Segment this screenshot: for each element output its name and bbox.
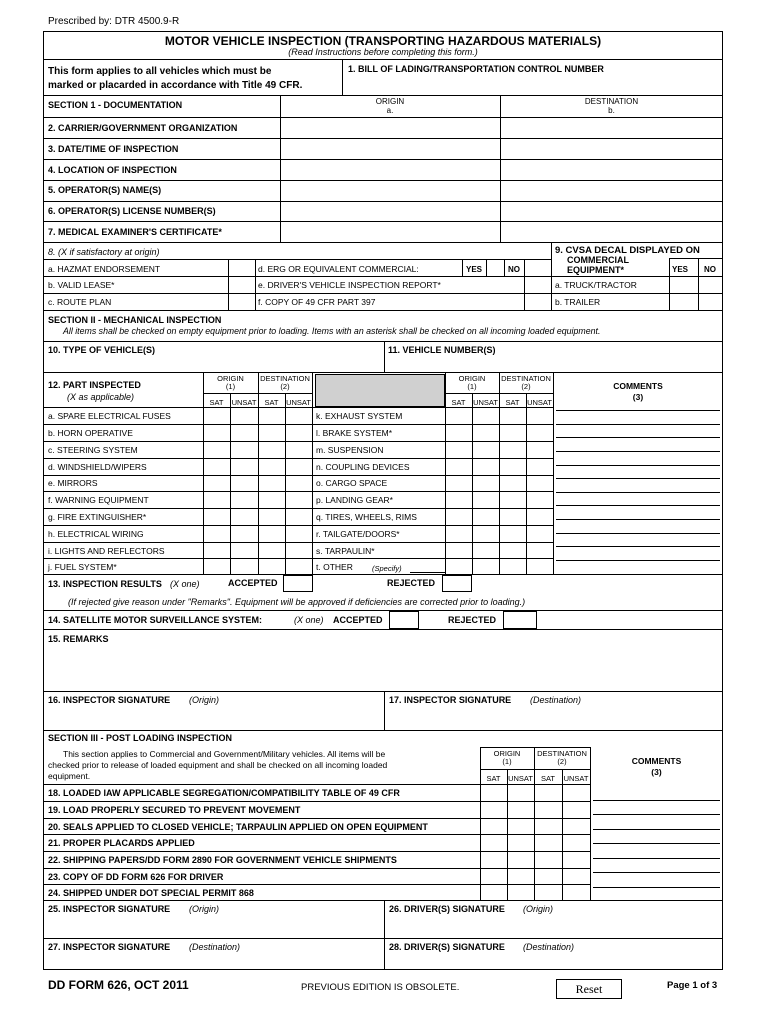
item-9-line-3: EQUIPMENT* — [567, 265, 625, 275]
item-8b-label: b. VALID LEASE* — [48, 280, 115, 290]
comments-header: COMMENTS — [613, 381, 663, 391]
item-8d-yes: YES — [466, 265, 483, 274]
item-8a-check[interactable] — [229, 260, 254, 276]
item-28-note: (Destination) — [523, 942, 575, 952]
part-l: l. BRAKE SYSTEM* — [316, 428, 393, 438]
carrier-origin-field[interactable] — [281, 118, 499, 138]
item-17-label: 17. INSPECTOR SIGNATURE — [389, 695, 512, 705]
applies-line-1: This form applies to all vehicles which must be — [48, 66, 272, 77]
license-origin-field[interactable] — [281, 202, 499, 222]
part-n: n. COUPLING DEVICES — [316, 462, 410, 472]
item-8d-no-check[interactable] — [525, 260, 550, 276]
sat-2: SAT — [264, 398, 279, 407]
s3-destination-num: (2) — [557, 757, 567, 766]
part-s: s. TARPAULIN* — [316, 546, 375, 556]
part-b: b. HORN OPERATIVE — [48, 428, 133, 438]
driver-origin-signature[interactable] — [385, 915, 722, 937]
section-3-note-3: equipment. — [48, 771, 91, 781]
item-17-note: (Destination) — [530, 695, 582, 705]
item-16-label: 16. INSPECTOR SIGNATURE — [48, 695, 171, 705]
item-15-label: 15. REMARKS — [48, 634, 109, 644]
inspector-origin-signature[interactable] — [44, 706, 383, 730]
item-26-note: (Origin) — [523, 904, 554, 914]
row-operator-name: 5. OPERATOR(S) NAME(S) — [48, 185, 162, 195]
item-9-no-header: NO — [704, 265, 716, 274]
item-9-line-2: COMMERCIAL — [567, 255, 629, 265]
unsat-1: UNSAT — [231, 398, 257, 407]
item-14-accepted-box[interactable] — [389, 611, 419, 629]
date-origin-field[interactable] — [281, 139, 499, 159]
item-14-x-one: (X one) — [294, 615, 324, 625]
s3-unsat-2: UNSAT — [563, 774, 589, 783]
parts-comments-field[interactable] — [556, 408, 720, 574]
origin-col-header-r: ORIGIN — [458, 374, 486, 383]
shaded-header-block — [315, 374, 445, 407]
row-carrier: 2. CARRIER/GOVERNMENT ORGANIZATION — [48, 123, 238, 133]
row-license: 6. OPERATOR(S) LICENSE NUMBER(S) — [48, 206, 216, 216]
item-8e-label: e. DRIVER'S VEHICLE INSPECTION REPORT* — [258, 280, 441, 290]
s3-destination-header: DESTINATION — [537, 749, 587, 758]
item-25-note: (Origin) — [189, 904, 220, 914]
part-r: r. TAILGATE/DOORS* — [316, 529, 400, 539]
item-13-accepted-box[interactable] — [283, 575, 313, 592]
item-12-label: 12. PART INSPECTED — [48, 380, 141, 390]
item-9a-no-check[interactable] — [699, 277, 722, 293]
part-m: m. SUSPENSION — [316, 445, 384, 455]
item-11-label: 11. VEHICLE NUMBER(S) — [388, 345, 496, 355]
destination-b: b. — [608, 106, 615, 115]
s3-origin-num: (1) — [502, 757, 512, 766]
item-8e-check[interactable] — [525, 277, 550, 293]
part-o: o. CARGO SPACE — [316, 478, 388, 488]
s3-comments-header: COMMENTS — [631, 756, 682, 766]
item-27-note: (Destination) — [189, 942, 241, 952]
item-8-label: 8. (X if satisfactory at origin) — [48, 247, 160, 257]
form-title: MOTOR VEHICLE INSPECTION (TRANSPORTING HAZARDOUS MATERIALS) — [164, 34, 602, 48]
inspector-destination-signature-2[interactable] — [44, 953, 383, 969]
part-g: g. FIRE EXTINGUISHER* — [48, 512, 147, 522]
item-12-note: (X as applicable) — [67, 392, 135, 402]
obsolete-note: PREVIOUS EDITION IS OBSOLETE. — [301, 982, 460, 993]
origin-col-num: (1) — [225, 382, 236, 391]
item-14-accepted: ACCEPTED — [333, 615, 383, 625]
item-20: 20. SEALS APPLIED TO CLOSED VEHICLE; TARPAULIN APPLIED ON OPEN EQUIPMENT — [48, 822, 428, 832]
unsat-4: UNSAT — [527, 398, 552, 407]
item-23: 23. COPY OF DD FORM 626 FOR DRIVER — [48, 872, 224, 882]
item-8d-label: d. ERG OR EQUIVALENT COMMERCIAL: — [258, 264, 419, 274]
section-2-heading: SECTION II - MECHANICAL INSPECTION — [48, 315, 222, 325]
item-9a-yes-check[interactable] — [670, 277, 697, 293]
destination-header: DESTINATION — [584, 97, 639, 106]
item-8f-label: f. COPY OF 49 CFR PART 397 — [258, 297, 376, 307]
item-9b-no-check[interactable] — [699, 294, 722, 309]
s3-unsat-1: UNSAT — [508, 774, 533, 783]
s3-origin-header: ORIGIN — [493, 749, 521, 758]
part-a: a. SPARE ELECTRICAL FUSES — [48, 411, 171, 421]
item-9a-label: a. TRUCK/TRACTOR — [555, 280, 637, 290]
part-i: i. LIGHTS AND REFLECTORS — [48, 546, 165, 556]
operator-destination-field[interactable] — [501, 181, 722, 201]
part-f: f. WARNING EQUIPMENT — [48, 495, 149, 505]
item-8d-no: NO — [508, 265, 520, 274]
prescribed-by: Prescribed by: DTR 4500.9-R — [48, 16, 180, 27]
item-9-yes-header: YES — [672, 265, 689, 274]
row-date-time: 3. DATE/TIME OF INSPECTION — [48, 144, 179, 154]
item-13-rejected: REJECTED — [387, 578, 436, 588]
sat-4: SAT — [505, 398, 520, 407]
medical-origin-field[interactable] — [281, 222, 499, 242]
applies-line-2: marked or placarded in accordance with Title 49 CFR. — [48, 80, 303, 91]
section-3-note-1: This section applies to Commercial and Government/Military vehicles. All items will be — [63, 749, 386, 759]
vehicle-number-field[interactable] — [385, 356, 722, 372]
location-destination-field[interactable] — [501, 160, 722, 180]
reset-button[interactable]: Reset — [556, 979, 622, 999]
row-medical: 7. MEDICAL EXAMINER'S CERTIFICATE* — [48, 227, 222, 237]
item-13-rejected-box[interactable] — [442, 575, 472, 592]
item-16-note: (Origin) — [189, 695, 220, 705]
other-specify: (Specify) — [372, 564, 402, 573]
part-e: e. MIRRORS — [48, 478, 98, 488]
part-t: t. OTHER — [316, 562, 353, 572]
item-13-x-one: (X one) — [170, 579, 200, 589]
item-9-line-1: 9. CVSA DECAL DISPLAYED ON — [555, 245, 700, 256]
part-h: h. ELECTRICAL WIRING — [48, 529, 144, 539]
origin-col-header: ORIGIN — [217, 374, 244, 383]
item-9b-label: b. TRAILER — [555, 297, 601, 307]
destination-col-num: (2) — [280, 382, 290, 391]
location-origin-field[interactable] — [281, 160, 499, 180]
item-22: 22. SHIPPING PAPERS/DD FORM 2890 FOR GOVERNMENT VEHICLE SHIPMENTS — [48, 855, 397, 865]
section-3-heading: SECTION III - POST LOADING INSPECTION — [48, 733, 233, 743]
item-21: 21. PROPER PLACARDS APPLIED — [48, 838, 195, 848]
item-27-label: 27. INSPECTOR SIGNATURE — [48, 942, 171, 952]
item-18: 18. LOADED IAW APPLICABLE SEGREGATION/COMPATIBILITY TABLE OF 49 CFR — [48, 788, 400, 798]
origin-col-num-r: (1) — [467, 382, 477, 391]
destination-col-header: DESTINATION — [260, 374, 310, 383]
bill-of-lading-label: 1. BILL OF LADING/TRANSPORTATION CONTROL NUMBER — [348, 64, 604, 74]
bill-of-lading-field[interactable] — [343, 76, 723, 94]
item-13-accepted: ACCEPTED — [228, 578, 278, 588]
item-8f-check[interactable] — [525, 294, 550, 309]
item-8b-check[interactable] — [229, 277, 254, 293]
medical-destination-field[interactable] — [501, 222, 722, 242]
destination-col-num-r: (2) — [521, 382, 531, 391]
sat-3: SAT — [451, 398, 466, 407]
item-28-label: 28. DRIVER(S) SIGNATURE — [389, 942, 505, 952]
carrier-destination-field[interactable] — [501, 118, 722, 138]
part-d: d. WINDSHIELD/WIPERS — [48, 462, 147, 472]
sat-1: SAT — [209, 398, 224, 407]
item-8c-check[interactable] — [229, 294, 254, 309]
unsat-3: UNSAT — [473, 398, 498, 407]
destination-col-header-r: DESTINATION — [501, 374, 551, 383]
part-p: p. LANDING GEAR* — [316, 495, 393, 505]
s3-sat-2: SAT — [540, 774, 556, 783]
license-destination-field[interactable] — [501, 202, 722, 222]
item-14-rejected-box[interactable] — [503, 611, 537, 629]
item-26-label: 26. DRIVER(S) SIGNATURE — [389, 904, 505, 914]
row-location: 4. LOCATION OF INSPECTION — [48, 165, 177, 175]
item-8a-label: a. HAZMAT ENDORSEMENT — [48, 264, 161, 274]
part-j: j. FUEL SYSTEM* — [48, 562, 117, 572]
unsat-2: UNSAT — [286, 398, 311, 407]
item-8c-label: c. ROUTE PLAN — [48, 297, 112, 307]
part-k: k. EXHAUST SYSTEM — [316, 411, 403, 421]
s3-sat-1: SAT — [486, 774, 501, 783]
item-19: 19. LOAD PROPERLY SECURED TO PREVENT MOVEMENT — [48, 805, 301, 815]
item-8d-yes-check[interactable] — [487, 260, 503, 276]
s3-comments-field[interactable] — [593, 786, 720, 899]
item-14-label: 14. SATELLITE MOTOR SURVEILLANCE SYSTEM: — [48, 615, 263, 625]
form-subtitle: (Read Instructions before completing this form.) — [288, 47, 478, 57]
date-destination-field[interactable] — [501, 139, 722, 159]
item-13-note: (If rejected give reason under "Remarks". Equipment will be approved if deficiencies are corrected prior to loading.) — [68, 597, 526, 607]
item-10-label: 10. TYPE OF VEHICLE(S) — [48, 345, 156, 355]
part-q: q. TIRES, WHEELS, RIMS — [316, 512, 417, 522]
origin-header: ORIGIN — [375, 97, 405, 106]
inspector-destination-signature[interactable] — [385, 706, 722, 730]
section-1-heading: SECTION 1 - DOCUMENTATION — [48, 100, 183, 110]
form-id: DD FORM 626, OCT 2011 — [48, 978, 189, 992]
origin-a: a. — [386, 106, 394, 115]
section-2-note: All items shall be checked on empty equipment prior to loading. Items with an asterisk shall be checked on all incoming loaded equipment. — [63, 326, 601, 336]
s3-comments-num: (3) — [651, 767, 662, 777]
item-9b-yes-check[interactable] — [670, 294, 697, 309]
item-25-label: 25. INSPECTOR SIGNATURE — [48, 904, 171, 914]
item-13-label: 13. INSPECTION RESULTS — [48, 579, 162, 589]
vehicle-type-field[interactable] — [44, 356, 383, 372]
driver-destination-signature[interactable] — [385, 953, 722, 969]
section-3-note-2: checked prior to release of loaded equipment and shall be checked on all incoming loaded — [48, 760, 388, 770]
inspector-origin-signature-2[interactable] — [44, 915, 383, 937]
item-14-rejected: REJECTED — [448, 615, 497, 625]
remarks-field[interactable] — [44, 646, 722, 690]
operator-origin-field[interactable] — [281, 181, 499, 201]
page-number: Page 1 of 3 — [667, 980, 718, 991]
item-24: 24. SHIPPED UNDER DOT SPECIAL PERMIT 868 — [48, 888, 254, 898]
part-c: c. STEERING SYSTEM — [48, 445, 138, 455]
comments-col-num: (3) — [632, 392, 644, 402]
